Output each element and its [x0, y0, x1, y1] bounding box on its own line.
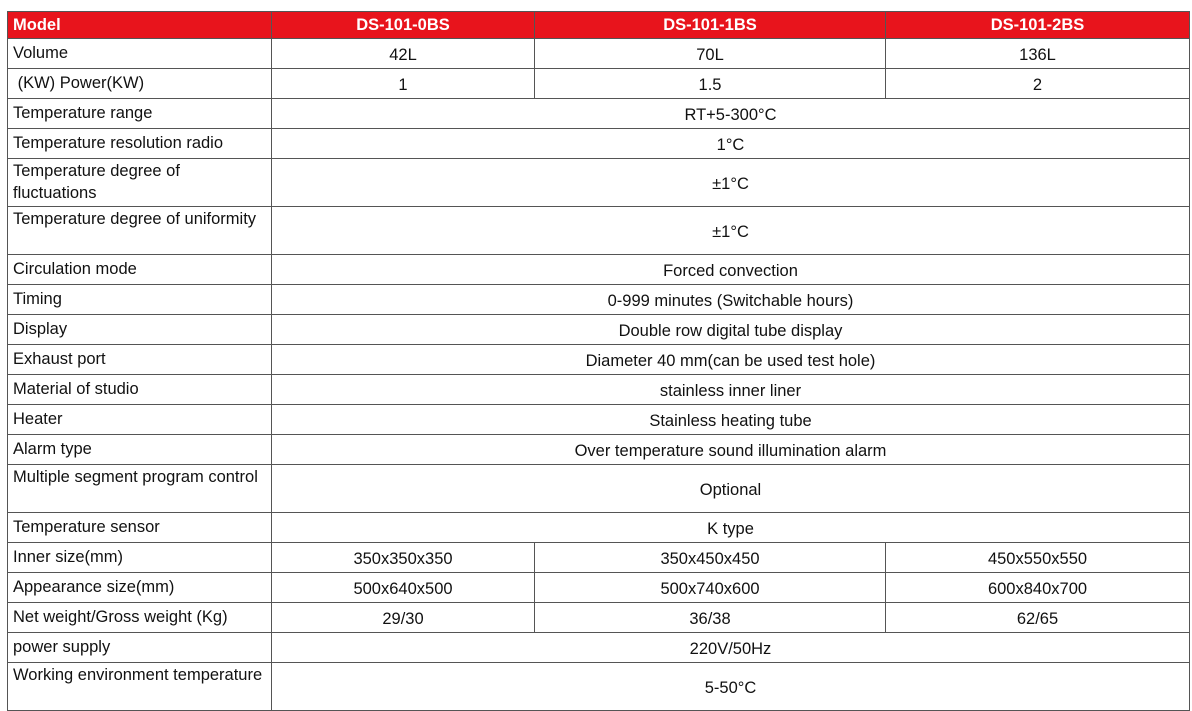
cell-value: 70L	[535, 39, 886, 69]
table-row	[8, 465, 1190, 513]
cell-value: ±1°C	[272, 207, 1190, 255]
cell-value: 1	[272, 69, 535, 99]
table-row	[8, 159, 1190, 207]
cell-value: 350x450x450	[535, 543, 886, 573]
table-row	[8, 543, 1190, 573]
row-label: Temperature range	[8, 99, 272, 129]
cell-value: 1°C	[272, 129, 1190, 159]
cell-value: 220V/50Hz	[272, 633, 1190, 663]
cell-value: 500x640x500	[272, 573, 535, 603]
header-model-1: DS-101-1BS	[535, 12, 886, 39]
row-label: Circulation mode	[8, 255, 272, 285]
cell-value: 42L	[272, 39, 535, 69]
header-model-2: DS-101-2BS	[886, 12, 1190, 39]
row-label: Appearance size(mm)	[8, 573, 272, 603]
cell-value: Optional	[272, 465, 1190, 513]
cell-value: 5-50°C	[272, 663, 1190, 711]
row-label: Timing	[8, 285, 272, 315]
cell-value: 2	[886, 69, 1190, 99]
cell-value: 350x350x350	[272, 543, 535, 573]
table-row	[8, 603, 1190, 633]
table-row	[8, 99, 1190, 129]
cell-value: 136L	[886, 39, 1190, 69]
table-row	[8, 375, 1190, 405]
row-label: Multiple segment program control	[8, 465, 272, 513]
cell-value: RT+5-300°C	[272, 99, 1190, 129]
row-label: Inner size(mm)	[8, 543, 272, 573]
table-row	[8, 405, 1190, 435]
table-row	[8, 573, 1190, 603]
row-label: Temperature degree of fluctuations	[8, 159, 272, 207]
table-row	[8, 633, 1190, 663]
cell-value: 600x840x700	[886, 573, 1190, 603]
table-row	[8, 513, 1190, 543]
row-label: Exhaust port	[8, 345, 272, 375]
row-label: Temperature resolution radio	[8, 129, 272, 159]
row-label: Net weight/Gross weight (Kg)	[8, 603, 272, 633]
cell-value: 1.5	[535, 69, 886, 99]
cell-value: 500x740x600	[535, 573, 886, 603]
cell-value: 0-999 minutes (Switchable hours)	[272, 285, 1190, 315]
header-row	[8, 12, 1190, 39]
row-label: Material of studio	[8, 375, 272, 405]
cell-value: Forced convection	[272, 255, 1190, 285]
row-label: Temperature degree of uniformity	[8, 207, 272, 255]
row-label: Heater	[8, 405, 272, 435]
row-label: Display	[8, 315, 272, 345]
row-label: Working environment temperature	[8, 663, 272, 711]
cell-value: stainless inner liner	[272, 375, 1190, 405]
table-row	[8, 207, 1190, 255]
table-row	[8, 69, 1190, 99]
spec-table	[7, 11, 1190, 711]
table-row	[8, 285, 1190, 315]
cell-value: 62/65	[886, 603, 1190, 633]
row-label: Temperature sensor	[8, 513, 272, 543]
table-row	[8, 315, 1190, 345]
header-model-label: Model	[8, 12, 272, 39]
cell-value: 450x550x550	[886, 543, 1190, 573]
row-label: Alarm type	[8, 435, 272, 465]
cell-value: 36/38	[535, 603, 886, 633]
header-model-0: DS-101-0BS	[272, 12, 535, 39]
cell-value: Stainless heating tube	[272, 405, 1190, 435]
cell-value: K type	[272, 513, 1190, 543]
cell-value: Over temperature sound illumination alarm	[272, 435, 1190, 465]
table-row	[8, 663, 1190, 711]
table-row	[8, 39, 1190, 69]
table-row	[8, 129, 1190, 159]
row-label: Volume	[8, 39, 272, 69]
cell-value: 29/30	[272, 603, 535, 633]
cell-value: Double row digital tube display	[272, 315, 1190, 345]
table-row	[8, 255, 1190, 285]
row-label: power supply	[8, 633, 272, 663]
cell-value: ±1°C	[272, 159, 1190, 207]
table-row	[8, 435, 1190, 465]
table-row	[8, 345, 1190, 375]
row-label: (KW) Power(KW)	[8, 69, 272, 99]
cell-value: Diameter 40 mm(can be used test hole)	[272, 345, 1190, 375]
